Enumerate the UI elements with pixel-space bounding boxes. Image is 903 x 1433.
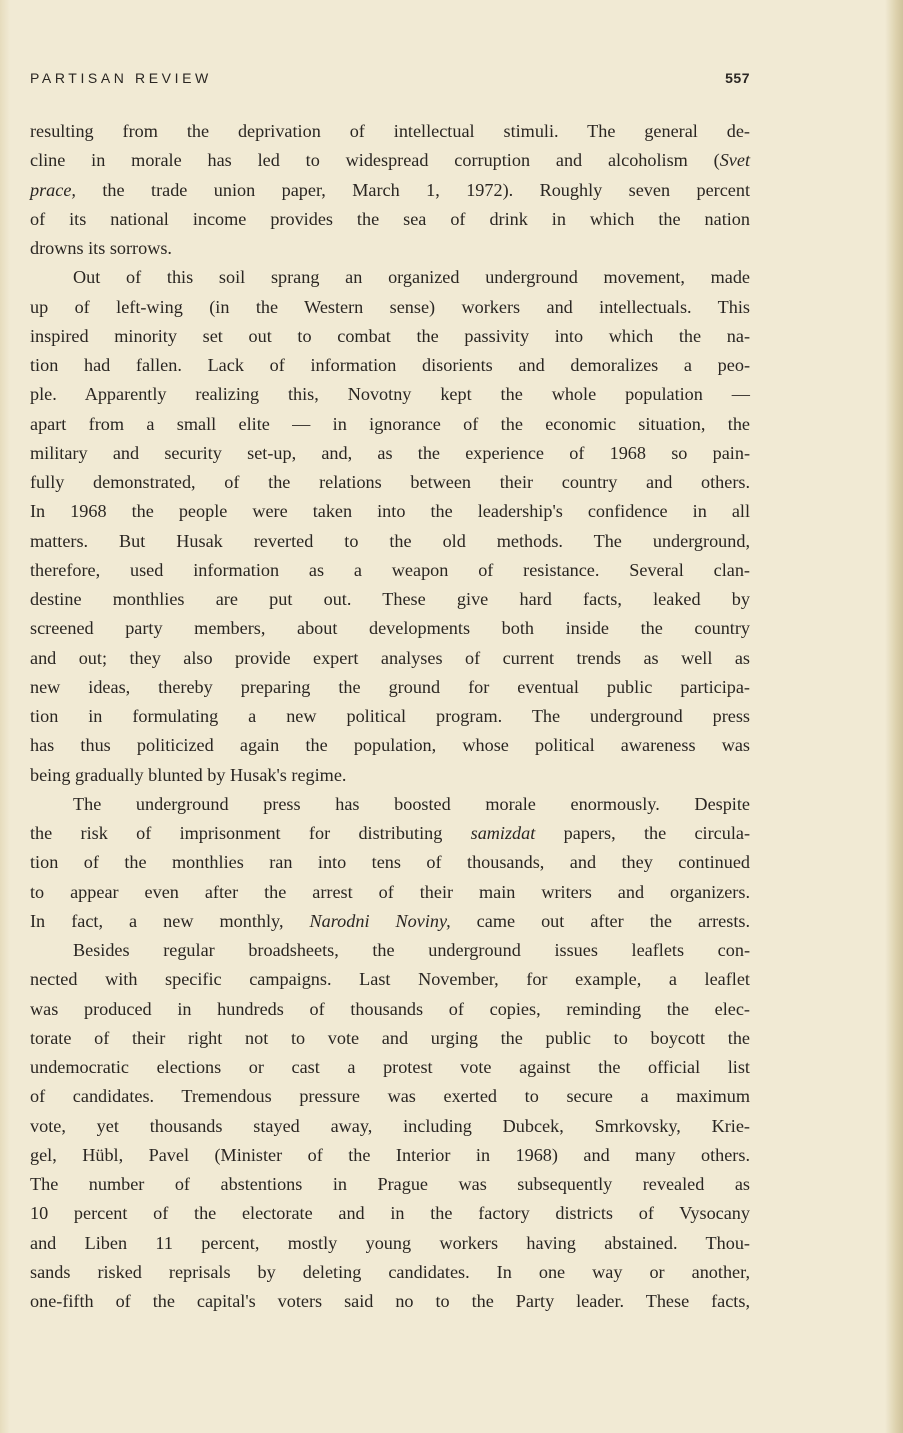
text-line: therefore, used information as a weapon of resistance. Several clan- <box>30 559 750 580</box>
page-edge-right <box>885 0 903 1433</box>
text-line: drowns its sorrows. <box>30 238 172 258</box>
text-line: fully demonstrated, of the relations between their country and others. <box>30 472 750 492</box>
text-line: undemocratic elections or cast a protest vote against the official list <box>30 1057 750 1077</box>
italic-term: prace, <box>30 179 76 200</box>
italic-term: samizdat <box>470 823 536 843</box>
text-line: and out; they also provide expert analyses of current trends as well as <box>30 647 750 668</box>
body-text <box>30 117 750 1316</box>
text-line: to appear even after the arrest of their main writers and organizers. <box>30 881 750 902</box>
text-line: Out of this soil sprang an organized underground movement, made <box>73 267 750 288</box>
text-line: was produced in hundreds of thousands of copies, reminding the elec- <box>30 998 750 1019</box>
text-line: military and security set-up, and, as the experience of 1968 so pain- <box>30 442 750 463</box>
text-line: torate of their right not to vote and urging the public to boycott the <box>30 1027 750 1048</box>
text-line: apart from a small elite — in ignorance of the economic situation, the <box>30 413 750 434</box>
text-line: nected with specific campaigns. Last November, for example, a leaflet <box>30 969 750 990</box>
text-line: cline in morale has led to widespread corruption and alcoholism (Svet <box>30 150 750 171</box>
text-line: resulting from the deprivation of intellectual stimuli. The general de- <box>30 121 750 141</box>
text-line: and Liben 11 percent, mostly young workers having abstained. Thou- <box>30 1232 750 1253</box>
text-line: sands risked reprisals by deleting candidates. In one way or another, <box>30 1261 750 1282</box>
page-number: 557 <box>725 70 750 86</box>
text-line: up of left-wing (in the Western sense) workers and intellectuals. This <box>30 296 750 317</box>
text-line: matters. But Husak reverted to the old methods. The underground, <box>30 530 750 551</box>
text-line: has thus politicized again the population, whose political awareness was <box>30 735 750 756</box>
text-line: of candidates. Tremendous pressure was exerted to secure a maximum <box>30 1086 750 1107</box>
text-line: Besides regular broadsheets, the underground issues leaflets con- <box>73 940 750 960</box>
text-line: The underground press has boosted morale enormously. Despite <box>73 793 750 814</box>
text-line: the risk of imprisonment for distributing samizdat papers, the circula- <box>30 823 751 843</box>
text-line: one-fifth of the capital's voters said no to the Party leader. These facts, <box>30 1291 750 1311</box>
text-line: gel, Hübl, Pavel (Minister of the Interior in 1968) and many others. <box>30 1144 750 1165</box>
text-line: In fact, a new monthly, Narodni Noviny, came out after the arrests. <box>30 910 750 931</box>
text-line: The number of abstentions in Prague was subsequently revealed as <box>30 1174 750 1194</box>
text-line: tion of the monthlies ran into tens of thousands, and they continued <box>30 852 750 873</box>
italic-term: Svet <box>719 150 750 171</box>
text-line: screened party members, about developments both inside the country <box>30 618 750 639</box>
page-edge-left <box>0 0 10 1433</box>
text-line: 10 percent of the electorate and in the factory districts of Vysocany <box>30 1203 750 1224</box>
text-line: ple. Apparently realizing this, Novotny kept the whole population — <box>30 384 750 405</box>
text-line: In 1968 the people were taken into the leadership's confidence in all <box>30 501 750 522</box>
text-line: being gradually blunted by Husak's regime. <box>30 764 347 785</box>
journal-name: PARTISAN REVIEW <box>30 70 212 86</box>
text-line: prace, the trade union paper, March 1, 1972). Roughly seven percent <box>30 179 750 200</box>
text-line: new ideas, thereby preparing the ground for eventual public participa- <box>30 676 750 697</box>
text-line: of its national income provides the sea of drink in which the nation <box>30 208 750 229</box>
italic-term: Narodni Noviny, <box>309 910 451 931</box>
text-line: destine monthlies are put out. These give hard facts, leaked by <box>30 589 750 609</box>
running-head <box>30 68 750 88</box>
text-line: tion had fallen. Lack of information disorients and demoralizes a peo- <box>30 355 750 375</box>
text-line: vote, yet thousands stayed away, including Dubcek, Smrkovsky, Krie- <box>30 1115 750 1136</box>
text-line: tion in formulating a new political program. The underground press <box>30 706 750 726</box>
text-line: inspired minority set out to combat the passivity into which the na- <box>30 325 750 346</box>
